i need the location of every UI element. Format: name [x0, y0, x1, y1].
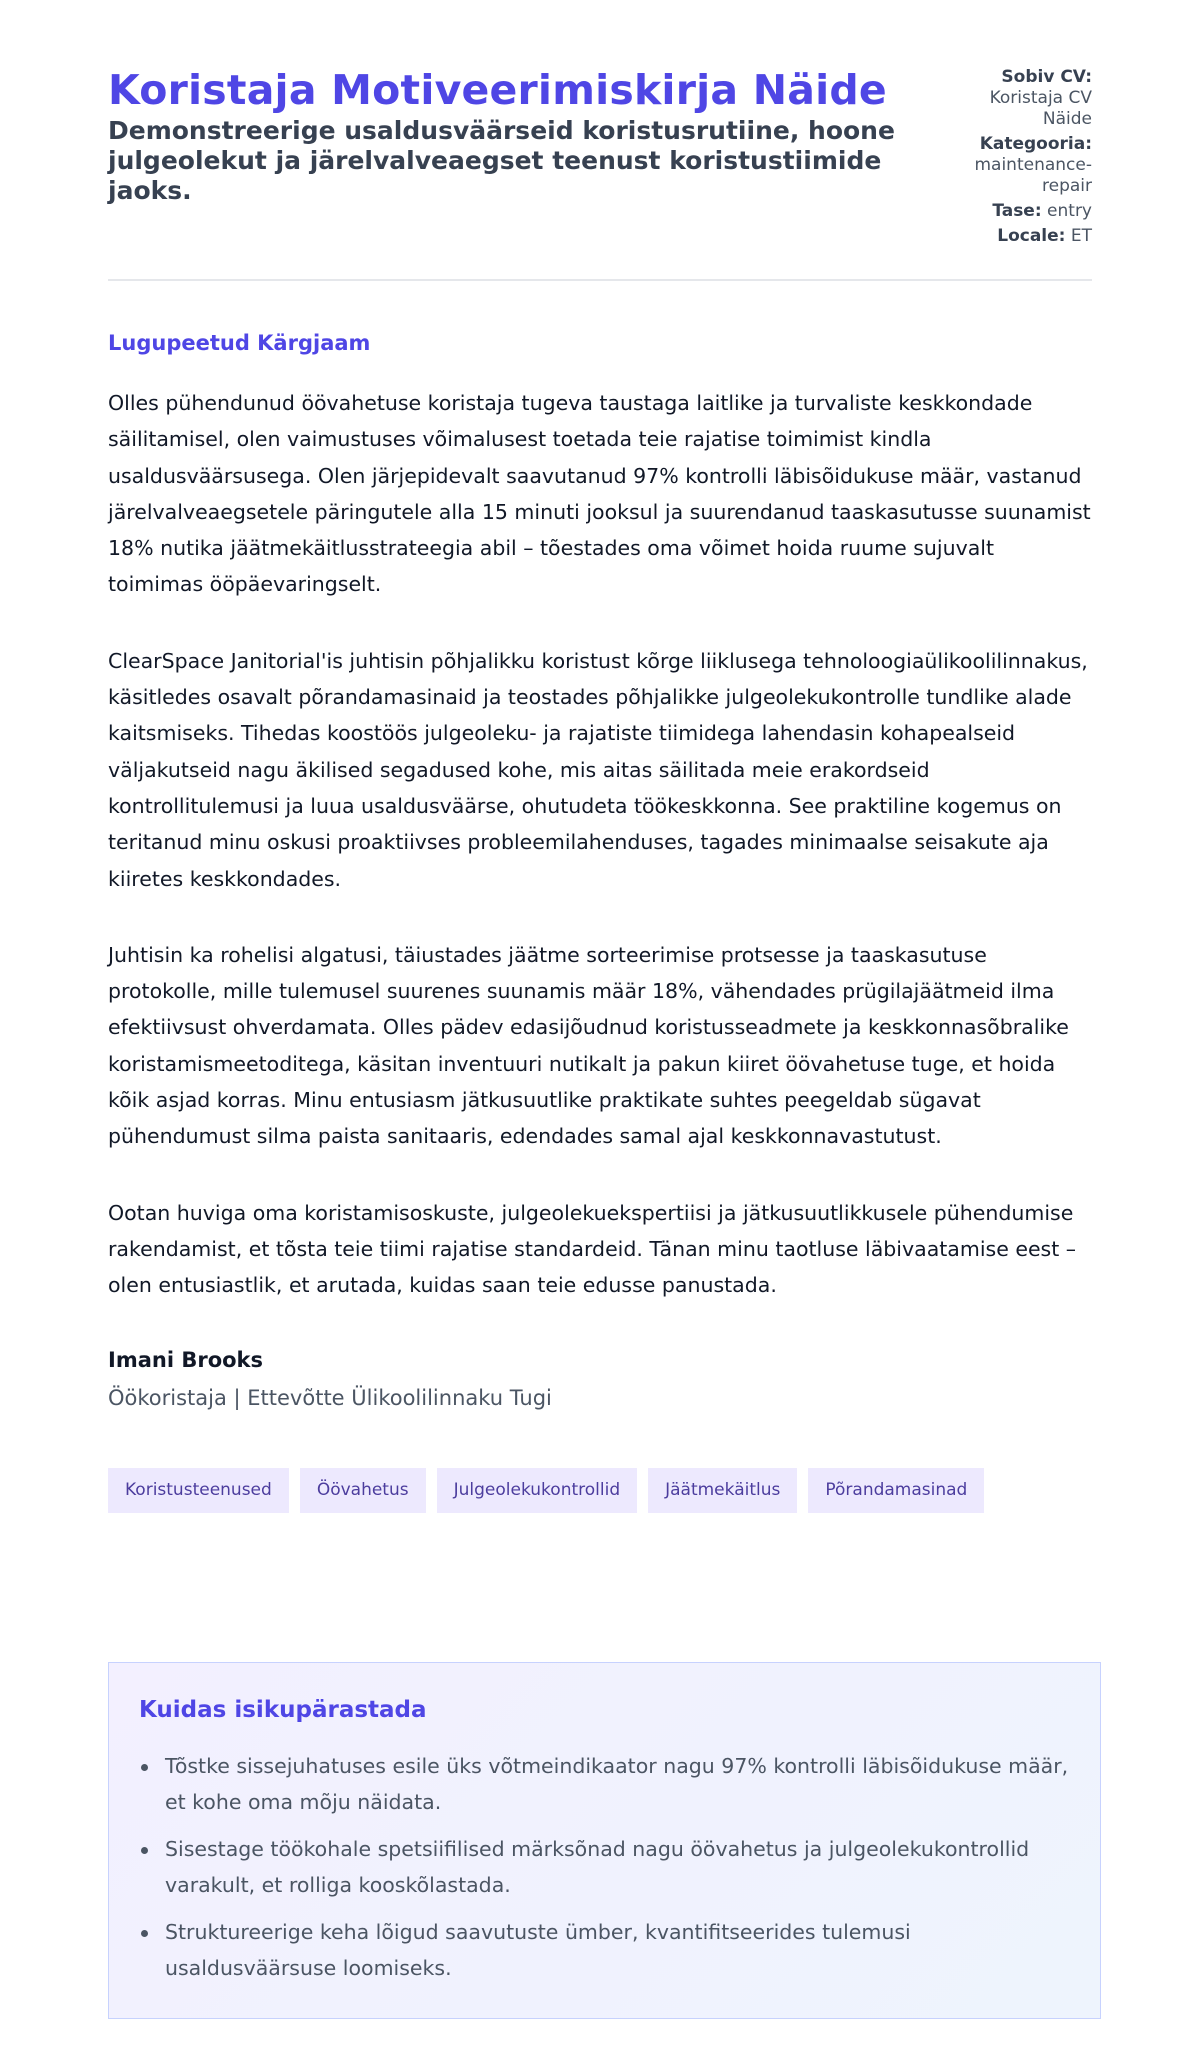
meta-locale-value: ET — [1070, 226, 1092, 246]
letter-paragraph: Ootan huviga oma koristamisoskuste, julgeolekuekspertiisi ja jätkusuutlikkusele pühendumise rakendamist, et tõsta teie tiimi rajatise standardeid. Tänan minu taotluse läbivaatamise eest – olen entusiastlik, et arutada, kuidas saan teie edusse panustada. — [108, 1200, 1077, 1298]
meta-level-label: Tase: — [992, 201, 1042, 221]
meta-category — [952, 134, 1092, 197]
meta-locale-label: Locale: — [997, 226, 1066, 246]
meta-level — [952, 201, 1092, 222]
page-header — [108, 0, 1092, 281]
tips-list-item: Sisestage töökohale spetsiifilised märksõnad nagu öövahetus ja julgeolekukontrollid varakult, et rolliga kooskõlastada. — [139, 1832, 1070, 1903]
personalize-tips-box — [108, 1662, 1101, 2019]
meta-cv — [952, 67, 1092, 130]
tag-list — [108, 1468, 1092, 1513]
tips-title: Kuidas isikupärastada — [139, 1697, 427, 1723]
letter-paragraph: ClearSpace Janitorial'is juhtisin põhjalikku koristust kõrge liiklusega tehnoloogiaülikoolilinnakus, käsitledes osavalt põrandamasinaid ja teostades põhjalikke julgeolekukontrolle tundlike alade kaitsmiseks. Tihedas koostöös julgeoleku- ja rajatiste tiimidega lahendasin kohapealseid väljakutseid nagu äkilised segadused kohe, mis aitas säilitada meie erakordseid kontrollitulemusi ja luua usaldusväärse, ohutudeta töökeskkonna. See praktiline kogemus on teritanud minu oskusi proaktiivses probleemilahenduses, tagades minimaalse seisakute aja kiiretes keskkondades. — [108, 648, 1088, 891]
meta-level-value: entry — [1047, 201, 1092, 221]
meta-locale — [952, 226, 1092, 247]
tips-list-item: Tõstke sissejuhatuses esile üks võtmeindikaator nagu 97% kontrolli läbisõidukuse määr, et kohe oma mõju näidata. — [139, 1749, 1070, 1820]
letter-body — [108, 385, 1092, 1304]
meta-category-value: maintenance-repair — [974, 155, 1092, 196]
tips-list-item: Struktureerige keha lõigud saavutuste ümber, kvantifitseerides tulemusi usaldusväärsuse loomiseks. — [139, 1915, 1070, 1986]
tag-chip: Koristusteenused — [108, 1468, 289, 1513]
letter-greeting: Lugupeetud Kärgjaam — [108, 331, 371, 355]
letter-paragraph: Olles pühendunud öövahetuse koristaja tugeva taustaga laitlike ja turvaliste keskkondade säilitamisel, olen vaimustuses võimalusest toetada teie rajatise toimimist kindla usaldusväärsusega. Olen järjepidevalt saavutanud 97% kontrolli läbisõidukuse määr, vastanud järelvalveaegsetele päringutele alla 15 minuti jooksul ja suurendanud taaskasutusse suunamist 18% nutika jäätmekäitlusstrateegia abil – tõestades oma võimet hoida ruume sujuvalt toimimas ööpäevaringselt. — [108, 391, 1091, 597]
tips-list — [139, 1749, 1070, 1986]
signature-role: Öökoristaja | Ettevõtte Ülikoolilinnaku Tugi — [108, 1385, 552, 1410]
meta-cv-value: Koristaja CV Näide — [989, 88, 1092, 129]
letter-paragraph: Juhtisin ka rohelisi algatusi, täiustades jäätme sorteerimise protsesse ja taaskasutuse protokolle, mille tulemusel suurenes suunamis määr 18%, vähendades prügilajäätmeid ilma efektiivsust ohverdamata. Olles pädev edasijõudnud koristusseadmete ja keskkonnasõbralike koristamismeetoditega, käsitan inventuuri nutikalt ja pakun kiiret öövahetuse tuge, et hoida kõik asjad korras. Minu entusiasm jätkusuutlike praktikate suhtes peegeldab sügavat pühendumust silma paista sanitaaris, edendades samal ajal keskkonnavastutust. — [108, 942, 1069, 1149]
tag-chip: Põrandamasinad — [808, 1468, 984, 1513]
meta-category-label: Kategooria: — [979, 134, 1092, 154]
page-title: Koristaja Motiveerimiskirja Näide — [108, 66, 887, 114]
page-subtitle: Demonstreerige usaldusväärseid koristusrutiine, hoone julgeolekut ja järelvalveaegset teenust koristustiimide jaoks. — [108, 116, 895, 205]
meta-panel — [952, 67, 1092, 251]
tag-chip: Öövahetus — [300, 1468, 426, 1513]
tag-chip: Jäätmekäitlus — [648, 1468, 797, 1513]
tag-chip: Julgeolekukontrollid — [437, 1468, 638, 1513]
meta-cv-label: Sobiv CV: — [1001, 67, 1092, 87]
signature-name: Imani Brooks — [108, 1347, 264, 1372]
